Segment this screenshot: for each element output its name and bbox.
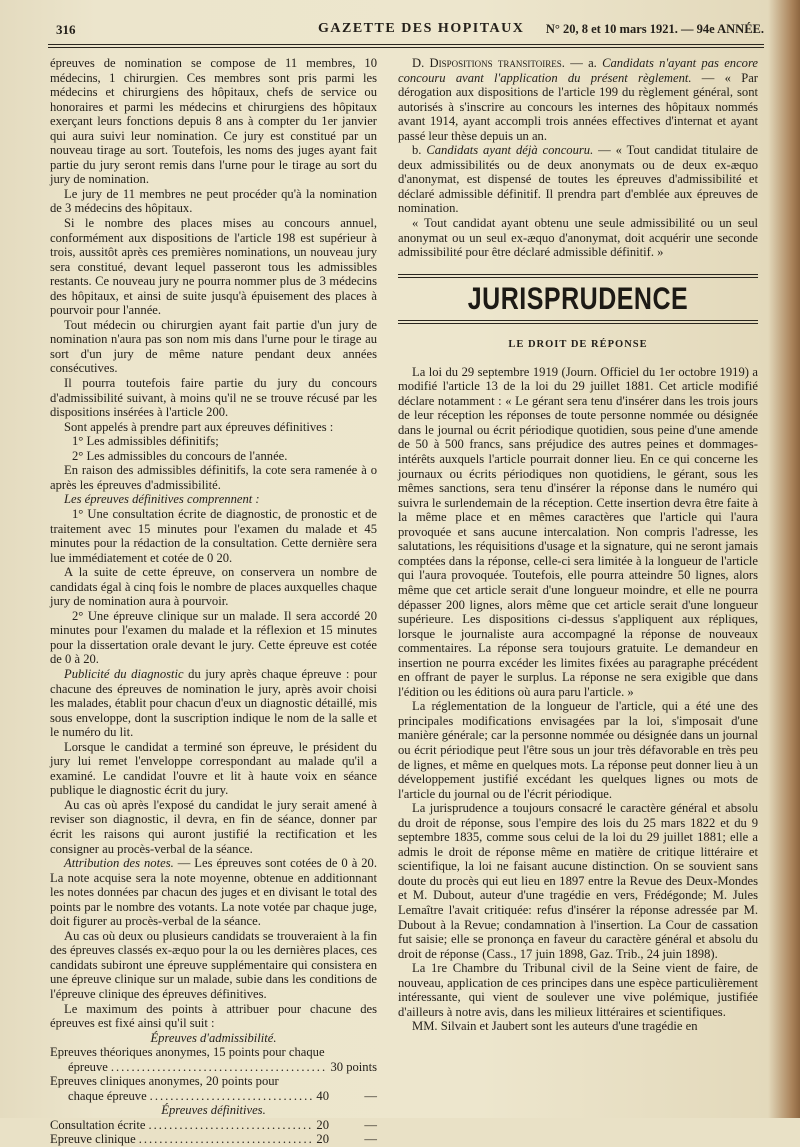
table-row (50, 1132, 377, 1147)
paragraph: Les épreuves définitives comprennent : (64, 492, 260, 507)
paragraph: Si le nombre des places mises au concours annuel, conformément aux dispositions de l'article 198 est supérieur à trois, aussitôt après ces premières nominations, un nouveau jury sera constitué, devant lequel passeront tous les admissibles restants. Ce nouveau jury ne pourra nommer plus de 3 médecins des hôpitaux, et ainsi de suite jusqu'à épuisement des places à pourvoir pour l'année. (50, 216, 377, 318)
row-label: Consultation écrite (50, 1117, 146, 1132)
section-rule (398, 274, 758, 278)
paragraph-text: b. (412, 143, 427, 158)
table-heading: Épreuves définitives. (161, 1103, 266, 1118)
paragraph: La 1re Chambre du Tribunal civil de la Seine vient de faire, de nouveau, application de ces principes dans une espèce particulièrement intéressante, qui vient de soulever une vive polémique, justifiée d'ailleurs à notre avis, dans les milieux littéraires et scientifiques. (398, 961, 758, 1019)
row-unit: — (364, 1117, 377, 1132)
leader-dots (111, 1060, 328, 1075)
paragraph-lead: Candidats ayant déjà concouru. (426, 143, 594, 158)
row-label: Epreuves cliniques anonymes, 20 points pour (50, 1074, 279, 1089)
issue-info: N° 20, 8 et 10 mars 1921. — 94e ANNÉE. (545, 22, 764, 36)
header-rule-2 (48, 47, 764, 48)
page-header (48, 20, 764, 42)
paragraph (398, 56, 758, 143)
section-title: JURISPRUDENCE (467, 281, 689, 317)
paragraph: Tout médecin ou chirurgien ayant fait partie d'un jury de nomination n'aura pas son nom mis dans l'urne pour le tirage au sort d'un jury de même nature pendant deux années consécutives. (50, 317, 377, 376)
row-label: Epreuve clinique (50, 1132, 136, 1147)
row-value: 20 (316, 1132, 329, 1147)
paragraph: La loi du 29 septembre 1919 (Journ. Officiel du 1er octobre 1919) a modifié l'article 13 de la loi du 29 juillet 1881. Cet article modifié déclare notamment : « Le gérant sera tenu d'insérer dans les trois jours de leur réception les réponses de toute personne nommée ou désignée dans le journal ou écrit périodique quotidien, sous peine d'une amende de 50 à 500 francs, sans préjudice des autres peines et dommages-intérêts auxquels l'article pourrait donner lieu. En ce qui concerne les journaux ou écrits périodiques non quotidiens, le gérant, sous les mêmes sanctions, sera tenu d'insérer la réponse dans le numéro qui suivra le surlendemain de la réception. Cette insertion devra être faite à la même place et en mêmes caractères que l'article qui l'aura provoquée et sans aucune intercalation. Non compris l'adresse, les salutations, les réquisitions d'usage et la signature, qui ne seront jamais comptées dans la réponse, celle-ci sera limitée à la longueur de l'article qui l'aura provoquée. Toutefois, elle pourra atteindre 50 lignes, alors même que cet article serait d'une longueur moindre, et elle ne pourra dépasser 200 lignes, alors même que cet article serait d'une longueur supérieure. Les dispositions ci-dessus s'appliquent aux répliques, lorsque le journaliste aura accompagné la réponse de nouveaux commentaires. La réponse sera toujours gratuite. Le demandeur en insertion ne pourra excéder les limites fixées au paragraphe précédent en offrant de payer le surplus. La réponse ne sera exigible que dans l'édition ou les éditions où aura paru l'article. » (398, 364, 758, 699)
table-row (50, 1118, 377, 1133)
table-heading: Épreuves d'admissibilité. (150, 1030, 277, 1045)
subsection-title: LE DROIT DE RÉPONSE (508, 339, 648, 351)
row-unit: — (364, 1132, 377, 1147)
paragraph (50, 667, 377, 740)
list-item: 1° Les admissibles définitifs; (72, 434, 219, 449)
left-column (50, 56, 377, 1147)
page-number: 316 (56, 22, 76, 37)
row-label: chaque épreuve (68, 1088, 147, 1103)
paragraph: A la suite de cette épreuve, on conservera un nombre de candidats égal à cinq fois le nombre de places auxquelles chaque jury de nomination aura à pourvoir. (50, 565, 377, 609)
leader-dots (150, 1089, 314, 1104)
right-column (398, 56, 758, 1034)
paragraph-lead: Attribution des notes. (64, 856, 174, 871)
row-label: épreuve (68, 1059, 108, 1074)
paragraph: Au cas où après l'exposé du candidat le jury serait amené à reviser son diagnostic, il devra, en fin de séance, donner par écrit les raisons qui auront justifié la rectification et les consigner au procès-verbal de la séance. (50, 797, 377, 856)
row-value: 30 points (330, 1059, 377, 1074)
paragraph: 2° Une épreuve clinique sur un malade. Il sera accordé 20 minutes pour l'examen du malade et la réflexion et 15 minutes pour la dissertation orale devant le jury. Cette épreuve est cotée de 0 à 20. (50, 608, 377, 667)
row-value: 20 (316, 1117, 329, 1132)
section-rule (398, 320, 758, 324)
paragraph-lead: Publicité du diagnostic (64, 666, 184, 681)
paragraph-text: — a. (564, 56, 603, 70)
table-row (50, 1060, 377, 1075)
paragraph: Lorsque le candidat a terminé son épreuve, le président du jury lui remet l'enveloppe correspondant au malade qu'il a examiné. Le candidat l'ouvre et lit à haute voix en séance publique le diagnostic écrit du jury. (50, 739, 377, 798)
list-item: 2° Les admissibles du concours de l'année. (72, 448, 288, 463)
leader-dots (148, 1118, 313, 1133)
paragraph-text: du jury après chaque épreuve : pour chacune des épreuves de nomination le jury, après avoir choisi les malades, établit pour chacun d'eux un diagnostic détaillé, mis sous enveloppe, dont la suscription indique le nom de la salle et le numéro du lit. (50, 666, 377, 740)
paragraph: Le jury de 11 membres ne peut procéder qu'à la nomination de 3 médecins des hôpitaux. (50, 186, 377, 216)
leader-dots (139, 1132, 314, 1147)
paragraph-text: — « Par dérogation aux dispositions de l'article 199 du règlement général, sont autorisés à s'inscrire au concours les internes des hôpitaux nommés avant 1914, ayant accompli trois années effectives d'internat et ayant passé leur thèse depuis un an. (398, 70, 758, 143)
paragraph-text: — « Tout candidat titulaire de deux admissibilités ou de deux anonymats ou de deux ex-æquo d'anonymat, est dispensé de toutes les épreuves d'admissibilité et déclaré admissible définitif. Il prendra part d'emblée aux épreuves de nomination. (398, 143, 759, 216)
table-row (50, 1045, 377, 1060)
paragraph: Sont appelés à prendre part aux épreuves définitives : (64, 419, 334, 434)
paragraph-text: — Les épreuves sont cotées de 0 à 20. La note acquise sera la note moyenne, obtenue en additionnant les notes données par chacun des juges et en divisant le total des points par le nombre des votants. La note votée par chaque juge, doit figurer au procès-verbal de la séance. (50, 856, 378, 929)
table-row (50, 1074, 377, 1089)
row-unit: — (364, 1088, 377, 1103)
paragraph (50, 856, 377, 929)
paragraph: La jurisprudence a toujours consacré le caractère général et absolu du droit de réponse, sous l'empire des lois du 25 mars 1822 et du 9 septembre 1835, comme sous celui de la loi du 29 juillet 1881; elle a admis le droit de réponse même en matière de critique littéraire et scientifique, la loi ne faisant aucune distinction. On se souvient sans doute du procès qui eut lieu en 1897 entre la Revue des Deux-Mondes et M. Dubout, auteur d'une tragédie en vers, Frédégonde; M. Jules Lemaître l'avait critiquée: refus d'insérer la réponse adressée par M. Dubout à la Revue; condamnation à l'insertion. La Cour de cassation fut saisie; elle se prononça en faveur du caractère général et absolu du droit de réponse (Cass., 17 juin 1898, Gaz. Trib., 24 juin 1898). (398, 801, 758, 961)
paragraph: Au cas où deux ou plusieurs candidats se trouveraient à la fin des épreuves classés ex-æquo pour la ou les dernières places, ces candidats subiront une épreuve supplémentaire qui consistera en une épreuve clinique sur un malade, subie dans les conditions de l'épreuve clinique des épreuves définitives. (50, 928, 377, 1001)
paragraph: Le maximum des points à attribuer pour chacune des épreuves est fixé ainsi qu'il suit : (50, 1001, 377, 1031)
journal-title: GAZETTE DES HOPITAUX (318, 21, 525, 36)
paragraph: En raison des admissibles définitifs, la cote sera ramenée à o après les épreuves d'admissibilité. (50, 463, 377, 492)
paragraph: 1° Une consultation écrite de diagnostic, de pronostic et de traitement avec 15 minutes pour l'examen du malade et 45 minutes pour la rédaction de la consultation. Cette dernière sera lue immédiatement et cotée de 0 20. (50, 506, 377, 565)
paragraph (398, 143, 758, 216)
paragraph: MM. Silvain et Jaubert sont les auteurs d'une tragédie en (412, 1019, 698, 1034)
paragraph: Il pourra toutefois faire partie du jury du concours d'admissibilité suivant, à moins qu'il ne se trouve récusé par les dispositions insérées à l'article 200. (50, 376, 377, 420)
paragraph-lead: D. Dispositions transitoires. (412, 56, 565, 70)
points-table (50, 1045, 377, 1147)
paragraph: « Tout candidat ayant obtenu une seule admissibilité ou un seul anonymat ou un seul ex-æquo d'anonymat, doit acquérir une seconde admissibilité pour être déclaré admissible définitif. » (398, 216, 758, 260)
row-value: 40 (316, 1088, 329, 1103)
paragraph: épreuves de nomination se compose de 11 membres, 10 médecins, 1 chirurgien. Ces membres sont pris parmi les médecins et chirurgiens des hôpitaux, chefs de service ou honoraires et parmi les médecins et chirurgiens des hôpitaux exerçant leurs fonctions depuis 8 ans à compter du 1er janvier qui aura suivi leur nomination. Ce jury est constitué par un nouveau tirage au sort. Toutefois, les noms des juges ayant fait partie du jury seront remis dans l'urne pour le tirage au sort du jury de nomination. (50, 56, 377, 187)
table-row (50, 1089, 377, 1104)
row-label: Epreuves théoriques anonymes, 15 points pour chaque (50, 1045, 325, 1060)
paragraph: La réglementation de la longueur de l'article, qui a été une des principales modifications envisagées par la loi, s'imposait d'une manière générale; car la personne nommée ou désignée dans un journal ou écrit périodique peut l'être sous un jour très défavorable en très peu de lignes, et même en quelques mots. La réponse peut donner lieu à un développement justifié excédant les quelques lignes ou mots de l'article du journal ou de l'écrit périodique. (398, 699, 758, 801)
header-rule (48, 44, 764, 45)
paragraph-lead: Candidats n'ayant pas encore concouru avant l'application du présent règlement. (398, 56, 758, 85)
